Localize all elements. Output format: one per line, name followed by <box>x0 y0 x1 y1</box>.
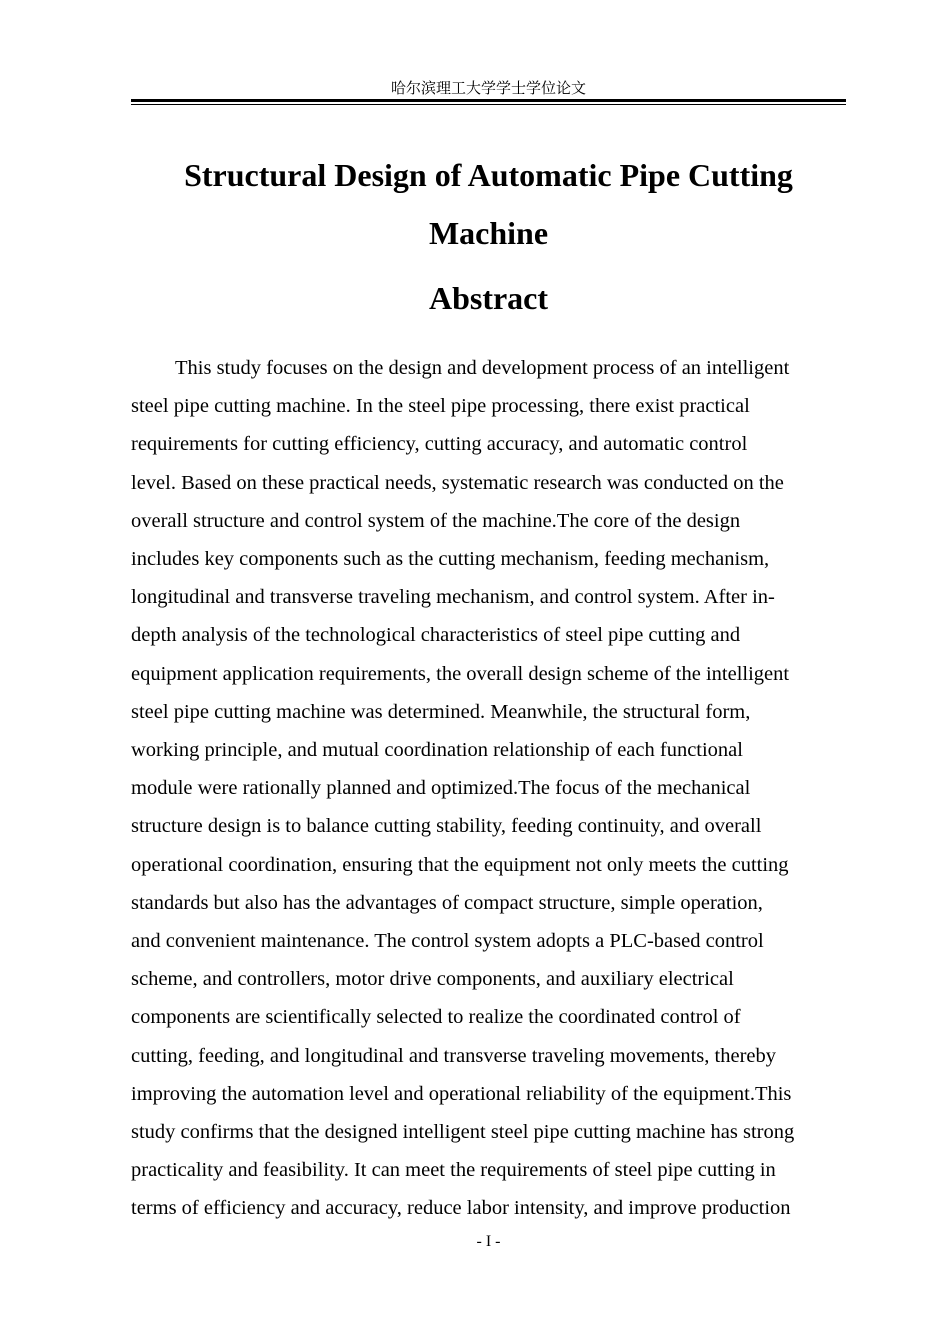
thesis-title: Structural Design of Automatic Pipe Cutting Machine <box>184 157 793 251</box>
abstract-line: working principle, and mutual coordination relationship of each functional <box>131 739 743 762</box>
abstract-line: This study focuses on the design and development process of an intelligent <box>175 357 790 379</box>
abstract-line: structure design is to balance cutting stability, feeding continuity, and overall <box>131 815 762 838</box>
abstract-line: requirements for cutting efficiency, cutting accuracy, and automatic control <box>131 433 748 456</box>
page-number: - I - <box>476 1233 501 1250</box>
abstract-line: study confirms that the designed intelligent steel pipe cutting machine has strong <box>131 1121 795 1144</box>
abstract-line: overall structure and control system of the machine.The core of the design <box>131 509 741 532</box>
header-rule-thick <box>131 99 846 102</box>
abstract-line: module were rationally planned and optimized.The focus of the mechanical <box>131 777 751 800</box>
abstract-line: depth analysis of the technological characteristics of steel pipe cutting and <box>131 624 741 647</box>
header-rule-thin <box>131 104 846 105</box>
abstract-line: equipment application requirements, the overall design scheme of the intelligent <box>131 662 790 685</box>
abstract-paragraph <box>131 349 846 1228</box>
abstract-line: components are scientifically selected to realize the coordinated control of <box>131 1006 741 1029</box>
abstract-line: and convenient maintenance. The control system adopts a PLC-based control <box>131 930 764 953</box>
abstract-line: steel pipe cutting machine was determined. Meanwhile, the structural form, <box>131 700 751 723</box>
abstract-line: longitudinal and transverse traveling mechanism, and control system. After in- <box>131 586 775 609</box>
abstract-line: improving the automation level and operational reliability of the equipment.This <box>131 1082 792 1105</box>
abstract-line: practicality and feasibility. It can meet the requirements of steel pipe cutting in <box>131 1159 776 1182</box>
abstract-heading: Abstract <box>428 280 549 316</box>
abstract-line: cutting, feeding, and longitudinal and transverse traveling movements, thereby <box>131 1044 776 1067</box>
abstract-line: scheme, and controllers, motor drive components, and auxiliary electrical <box>131 968 734 991</box>
abstract-line: includes key components such as the cutting mechanism, feeding mechanism, <box>131 548 770 571</box>
abstract-line: standards but also has the advantages of compact structure, simple operation, <box>131 891 763 914</box>
running-header: 哈尔滨理工大学学士学位论文 <box>390 79 586 97</box>
abstract-line: operational coordination, ensuring that the equipment not only meets the cutting <box>131 853 789 876</box>
abstract-line: terms of efficiency and accuracy, reduce labor intensity, and improve production <box>131 1197 791 1220</box>
abstract-line: level. Based on these practical needs, systematic research was conducted on the <box>131 471 784 494</box>
abstract-line: steel pipe cutting machine. In the steel pipe processing, there exist practical <box>131 395 750 418</box>
